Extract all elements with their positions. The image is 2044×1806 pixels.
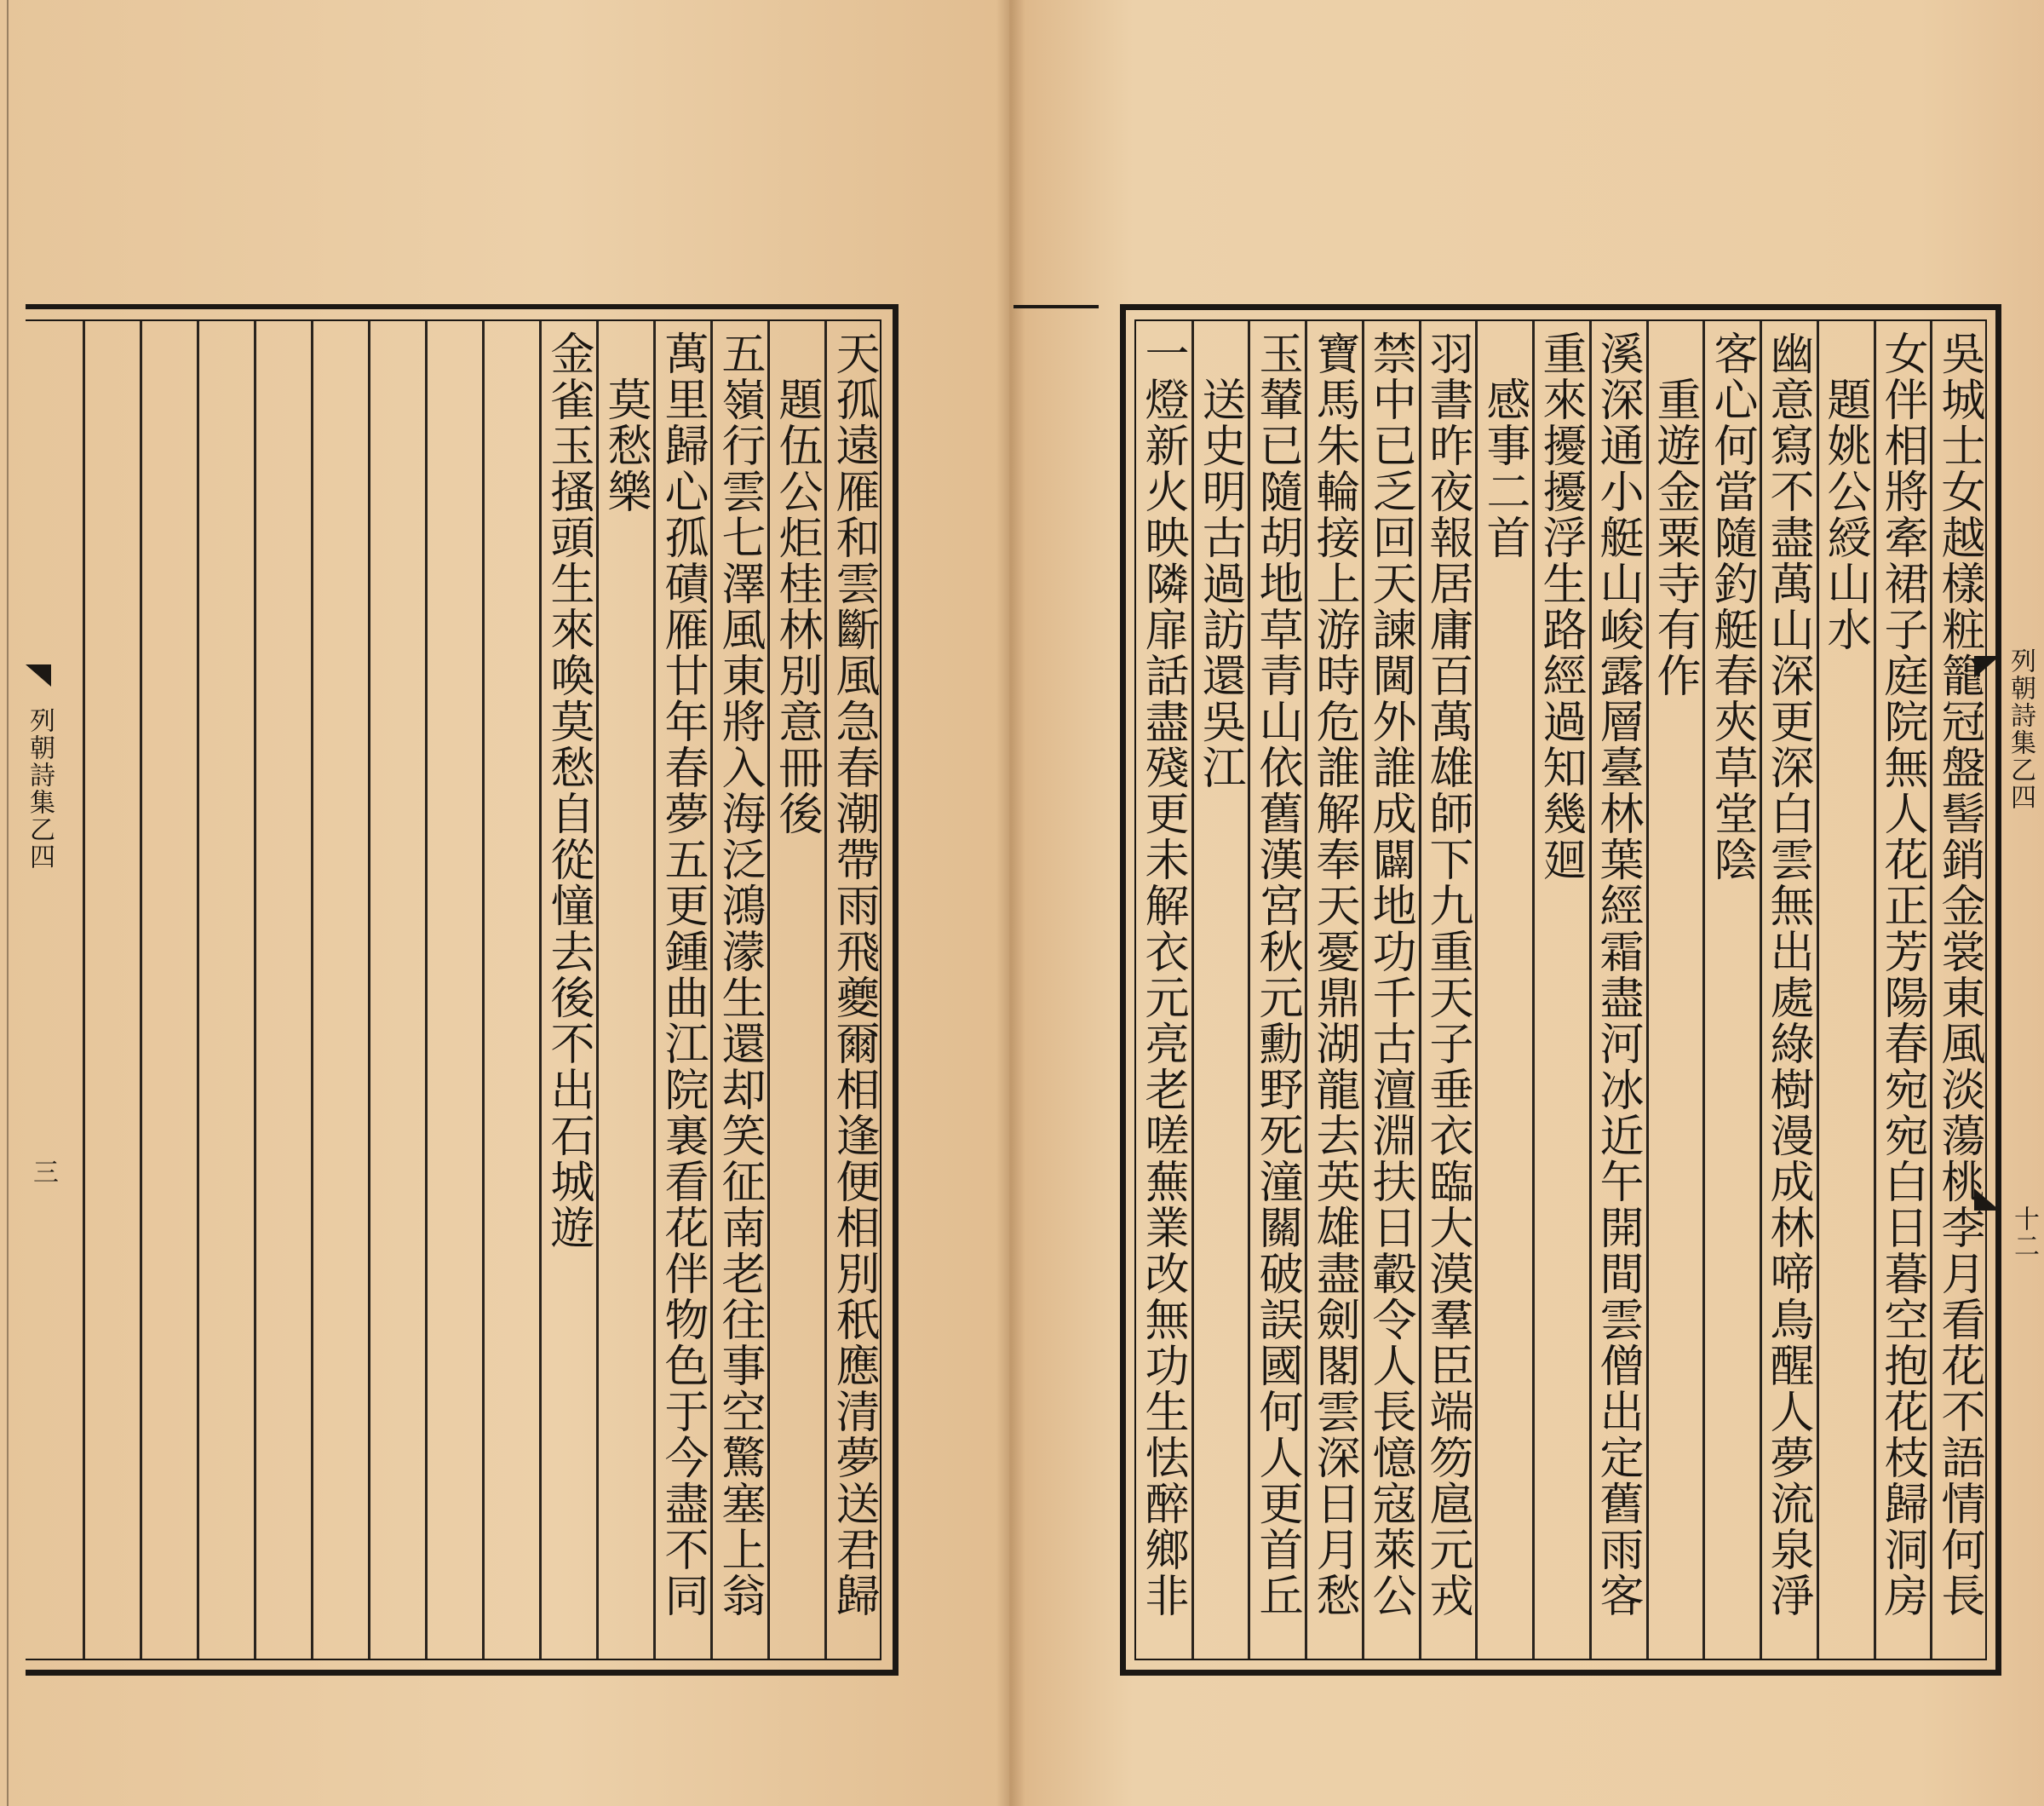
left-fish-tail-mark: [26, 664, 51, 687]
text-column: 幽意寫不盡萬山深更深白雲無出處綠樹漫成林啼鳥醒人夢流泉淨: [1762, 331, 1813, 1619]
text-column: 寶馬朱輪接上游時危誰解奉天憂鼎湖龍去英雄盡劍閣雲深日月愁: [1308, 331, 1359, 1619]
column-rule: [425, 321, 428, 1659]
right-running-title: 列朝詩集乙四: [2006, 647, 2035, 811]
column-rule: [1305, 321, 1307, 1659]
text-column: 吳城士女越樣粧籠冠盤髻銷金裳東風淡蕩桃李月看花不語情何長: [1933, 331, 1984, 1619]
text-column: 五嶺行雲七澤風東將入海泛鴻濛生還却笑征南老往事空驚塞上翁: [714, 331, 765, 1619]
text-column: 題姚公綬山水: [1819, 331, 1870, 653]
text-column: 題伍公炬桂林別意冊後: [771, 331, 822, 837]
column-rule: [83, 321, 85, 1659]
column-rule: [1248, 321, 1250, 1659]
text-column: 重來擾擾浮生路經過知幾廻: [1535, 331, 1586, 883]
text-column: 客心何當隨釣艇春夾草堂陰: [1706, 331, 1757, 883]
column-rule: [1930, 321, 1932, 1659]
left-running-title: 列朝詩集乙四: [25, 707, 55, 871]
column-rule: [596, 321, 599, 1659]
column-rule: [140, 321, 142, 1659]
column-rule: [197, 321, 199, 1659]
book-gutter: [996, 0, 1025, 1806]
text-column: 天孤遠雁和雲斷風急春潮帶雨飛夔爾相逢便相別秖應清夢送君歸: [828, 331, 879, 1619]
column-rule: [368, 321, 370, 1659]
column-rule: [767, 321, 770, 1659]
text-column: 金雀玉搔頭生來喚莫愁自從憧去後不出石城遊: [543, 331, 594, 1251]
text-column: 感事二首: [1478, 331, 1530, 561]
column-rule: [1475, 321, 1478, 1659]
column-rule: [254, 321, 256, 1659]
column-rule: [653, 321, 656, 1659]
text-column: 送史明古過訪還吳江: [1194, 331, 1245, 791]
text-column: 重遊金粟寺有作: [1649, 331, 1700, 699]
column-rule: [311, 321, 313, 1659]
right-page-top-stub: [1013, 305, 1099, 308]
column-rule: [539, 321, 542, 1659]
left-page-number: 三: [28, 1159, 58, 1186]
text-column: 莫愁樂: [600, 331, 651, 515]
right-page-number: 十二: [2009, 1205, 2039, 1260]
text-column: 羽書昨夜報居庸百萬雄師下九重天子垂衣臨大漠羣臣端笏扈元戎: [1421, 331, 1473, 1619]
text-column: 一燈新火映隣扉話盡殘更未解衣元亮老嗟蕪業改無功生怯醉鄉非: [1137, 331, 1188, 1619]
text-column: 玉輦已隨胡地草青山依舊漢宮秋元勳野死潼關破誤國何人更首丘: [1251, 331, 1302, 1619]
column-rule: [710, 321, 713, 1659]
column-rule: [824, 321, 827, 1659]
text-column: 禁中已乏回天諫閫外誰成闢地功千古澶淵扶日轂令人長憶寇萊公: [1364, 331, 1415, 1619]
column-rule: [482, 321, 485, 1659]
left-edge-line: [7, 0, 9, 1806]
text-column: 萬里歸心孤磧雁廿年春夢五更鍾曲江院裏看花伴物色于今盡不同: [657, 331, 708, 1619]
column-rule: [1702, 321, 1705, 1659]
text-column: 溪深通小艇山峻露層臺林葉經霜盡河冰近午開間雲僧出定舊雨客: [1592, 331, 1643, 1619]
text-column: 女伴相將牽裙子庭院無人花正芳陽春宛宛白日暮空抱花枝歸洞房: [1876, 331, 1927, 1619]
